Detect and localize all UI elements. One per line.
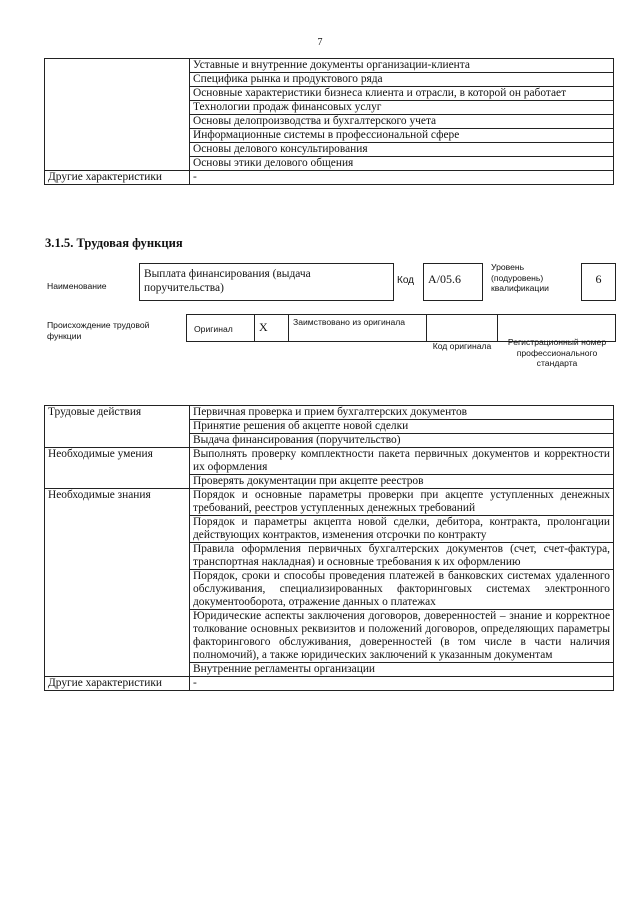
required-skills-label: Необходимые умения <box>45 448 190 489</box>
table-label-cell <box>45 59 190 171</box>
list-item: Первичная проверка и прием бухгалтерских документов <box>190 406 614 420</box>
origin-label: Происхождение трудовой функции <box>47 320 150 341</box>
table-row <box>45 448 614 475</box>
list-item: Внутренние регламенты организации <box>190 663 614 677</box>
list-item: Информационные системы в профессиональной сфере <box>190 129 614 143</box>
borrowed-label: Заимствовано из оригинала <box>293 317 406 327</box>
labor-function-table <box>44 405 614 691</box>
function-name: Выплата финансирования (выдача поручительства) <box>144 268 311 294</box>
name-label: Наименование <box>47 281 107 291</box>
list-item: Порядок и параметры акцепта новой сделки, дебитора, контракта, пролонгации действующих контрактов, изменения отсрочки по контракту <box>190 516 614 543</box>
list-item: Порядок и основные параметры проверки при акцепте уступленных денежных требований, реестров уступленных денежных требований <box>190 489 614 516</box>
section-heading: 3.1.5. Трудовая функция <box>45 236 183 250</box>
list-item: Основы этики делового общения <box>190 157 614 171</box>
list-item: Уставные и внутренние документы организации-клиента <box>190 59 614 73</box>
table-row <box>45 171 614 185</box>
divider <box>288 314 289 341</box>
table-row <box>45 406 614 420</box>
required-knowledge-label: Необходимые знания <box>45 489 190 677</box>
table-row <box>45 677 614 691</box>
list-item: Правила оформления первичных бухгалтерских документов (счет, счет-фактура, транспортная накладная) и основные требования к их оформлению <box>190 543 614 570</box>
name-box <box>139 263 394 301</box>
table-row <box>45 59 614 73</box>
labor-actions-label: Трудовые действия <box>45 406 190 448</box>
other-characteristics-value: - <box>190 171 614 185</box>
code-label: Код <box>397 275 415 286</box>
function-code: А/05.6 <box>428 272 461 286</box>
list-item: Порядок, сроки и способы проведения платежей в банковских системах удаленного обслуживания, специализированных факторинговых системах электронного документооборота, отражение данных о платежах <box>190 570 614 610</box>
divider <box>497 314 498 341</box>
code-box <box>423 263 483 301</box>
list-item: Выполнять проверку комплектности пакета первичных документов и корректности их оформления <box>190 448 614 475</box>
list-item: Проверять документации при акцепте реестров <box>190 475 614 489</box>
original-label: Оригинал <box>194 324 233 334</box>
list-item: Основные характеристики бизнеса клиента и отрасли, в которой он работает <box>190 87 614 101</box>
other-characteristics-label: Другие характеристики <box>45 171 190 185</box>
original-mark: X <box>259 320 268 334</box>
other-characteristics-value: - <box>190 677 614 691</box>
list-item: Специфика рынка и продуктового ряда <box>190 73 614 87</box>
list-item: Основы делового консультирования <box>190 143 614 157</box>
list-item: Основы делопроизводства и бухгалтерского учета <box>190 115 614 129</box>
code-original-caption: Код оригинала <box>432 341 492 351</box>
list-item: Юридические аспекты заключения договоров, доверенностей – знание и корректное толкование основных реквизитов и положений договоров, определяющих параметры факторингового обслуживания, доверенностей (в том числе в части наличия полномочий), а также юридических заключений к указанным документам <box>190 610 614 663</box>
page-number: 7 <box>317 37 323 48</box>
knowledge-continuation-table <box>44 58 614 185</box>
divider <box>426 314 427 341</box>
level-value: 6 <box>595 272 602 286</box>
registration-number-caption: Регистрационный номер профессионального стандарта <box>507 337 607 368</box>
other-characteristics-label: Другие характеристики <box>45 677 190 691</box>
table-row <box>45 489 614 516</box>
list-item: Принятие решения об акцепте новой сделки <box>190 420 614 434</box>
list-item: Выдача финансирования (поручительство) <box>190 434 614 448</box>
level-box <box>581 263 616 301</box>
list-item: Технологии продаж финансовых услуг <box>190 101 614 115</box>
divider <box>254 314 255 341</box>
level-label: Уровень (подуровень) квалификации <box>491 262 549 293</box>
